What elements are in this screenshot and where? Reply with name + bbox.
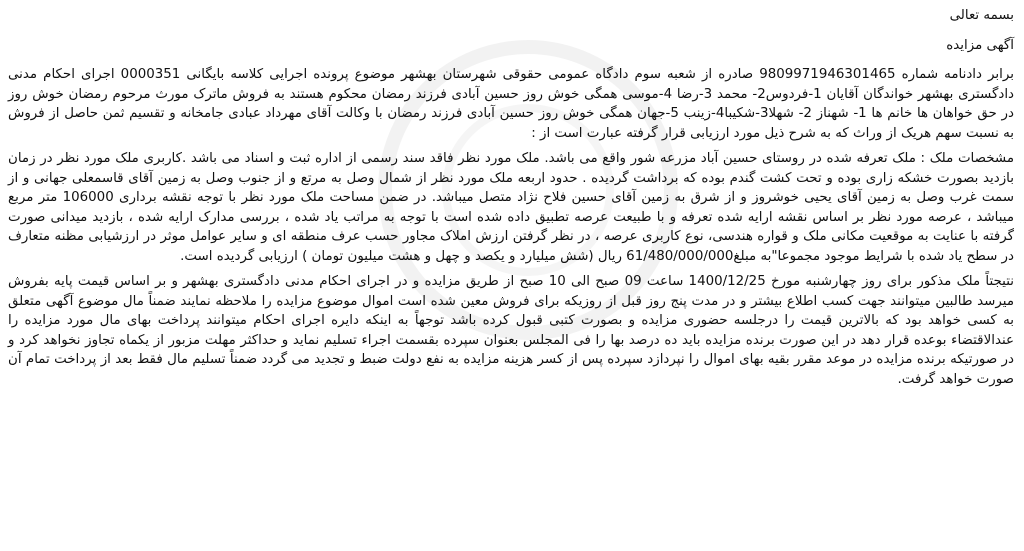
verdict-paragraph: برابر دادنامه شماره 9809971946301465 صادره از شعبه سوم دادگاه عمومی حقوقی شهرستان بهشهر موضوع پرونده اجرایی کلاسه بایگانی 0000351 اجرای احکام مدنی دادگستری بهشهر خواندگان آقایان 1-فردوس2- محمد 3-رضا 4-موسی همگی خوش روز حسین آبادی فرزند رمضان محکوم هستند به فروش ماترک مورث مرحوم رمضان خوش روز در حق خواهان ها خانم ها 1- شهناز 2- شهلا3-شکیبا4-زینب 5-جهان همگی خوش روز حسین آبادی فرزند رمضان با وکالت آقای مهرداد عبادی جامخانه و تقسیم ثمن حاصل از فروش به نسبت سهم هریک از وراث که به شرح ذیل مورد ارزیابی قرار گرفته عبارت است از : — [8, 67, 1014, 141]
auction-notice — [8, 6, 1014, 395]
notice-title: آگهی مزایده — [946, 37, 1014, 53]
property-specs-paragraph: مشخصات ملک : ملک تعرفه شده در روستای حسین آباد مزرعه شور واقع می باشد. ملک مورد نظر فاقد سند رسمی از اداره ثبت و اسناد می باشد .کاربری ملک مورد نظر در زمان بازدید بصورت خشکه زاری بوده و تحت کشت گندم بوده که برداشت گردیده . حدود اربعه ملک مورد نظر از شمال وصل به مرتع و از جنوب وصل به زمین آقای قاسمعلی جهانی و از سمت غرب وصل به زمین آقای یحیی خوشروز و از شرق به زمین آقای حسین فلاح نژاد متصل میباشد. در ضمن مساحت ملک مورد نظر با توجه نقشه برداری 106000 متر مربع میباشد ، عرصه مورد نظر بر اساس نقشه ارایه شده تعرفه و با طبیعت عرصه تطبیق داده شده است با توجه به مراتب یاد شده ، بررسی مدارک ارایه شده ، بازدید میدانی صورت گرفته با عنایت به موقعیت مکانی ملک و قواره هندسی، نوع کاربری عرصه ، در نظر گرفتن ارزش املاک مجاور حسب عرف منطقه ای و سایر عوامل موثر در ارزشیابی مظنه متعارف در سطح یاد شده با شرایط موجود مجموعا"به مبلغ61/480/000/000 ریال (شش میلیارد و یکصد و چهل و هشت میلیون تومان ) ارزیابی گردیده است. — [8, 151, 1014, 264]
basmala-heading: بسمه تعالی — [949, 8, 1014, 23]
auction-terms-paragraph: نتیجتاً ملک مذکور برای روز چهارشنبه مورخ 1400/12/25 ساعت 09 صبح الی 10 صبح از طریق مزایده و در اجرای احکام مدنی دادگستری بهشهر و بر اساس قیمت پایه بفروش میرسد طالبین میتوانند جهت کسب اطلاع بیشتر و در مدت پنج روز قبل از روزیکه برای فروش معین شده است اموال موضوع مزایده را ملاحظه نمایند ضمناً مال موضوع آگهی متعلق به کسی خواهد بود که بالاترین قیمت را درجلسه حضوری مزایده و بصورت کتبی قبول کرده باشد توجهاً به اینکه دایره اجرای احکام میتوانند پرداخت بهای مال مورد مزایده را عندالاقتضاء بوعده قرار دهد در این صورت برنده مزایده باید ده درصد بها را فی المجلس بعنوان سپرده بقسمت اجراء تسلیم نماید و حداکثر مهلت مزبور از یکماه تجاوز نخواهد کرد و در صورتیکه برنده مزایده در موعد مقرر بقیه بهای اموال را نپردازد سپرده پس از کسر هزینه مزایده به نفع دولت ضبط و تجدید می گردد ضمناً تسلیم مال فقط بعد از پرداخت تمام آن صورت خواهد گرفت. — [8, 274, 1014, 387]
